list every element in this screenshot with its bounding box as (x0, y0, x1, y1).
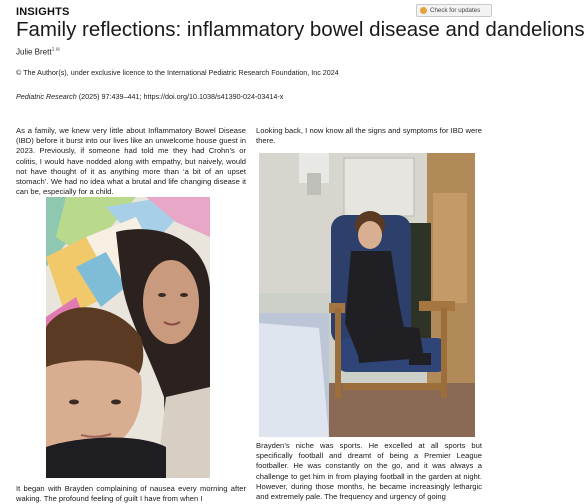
hospital-chair-photo (259, 153, 475, 437)
check-for-updates-button[interactable] (416, 4, 492, 17)
section-label: INSIGHTS (16, 6, 70, 18)
author-line (16, 47, 60, 57)
author-name: Julie Brett (16, 47, 52, 57)
body-paragraph-2: Looking back, I now know all the signs and symptoms for IBD were there. (256, 126, 482, 146)
crossmark-icon (420, 7, 427, 14)
body-paragraph-3: It began with Brayden complaining of nausea every morning after waking. The profound feeling of guilt I have from when I (16, 484, 246, 504)
article-title: Family reflections: inflammatory bowel disease and dandelions (16, 18, 585, 41)
citation-details[interactable]: (2025) 97:439–441; https://doi.org/10.1038/s41390-024-03414-x (76, 92, 284, 101)
journal-name: Pediatric Research (16, 92, 77, 101)
author-affiliation-marks[interactable]: 1 ✉ (51, 47, 60, 53)
citation-line (16, 92, 283, 101)
body-paragraph-1: As a family, we knew very little about Inflammatory Bowel Disease (IBD) before it burst into our lives like an unwelcome house guest in 2023. Previously, if someone had told me they had Crohn’s or colitis, I would have nodded along with empathy, but naively, would not have thought of it as anything more than ‘a bit of an upset stomach’. We had no idea what a brutal and life changing disease it can be, especially for a child. (16, 126, 246, 197)
check-for-updates-label: Check for updates (430, 7, 481, 14)
copyright-notice: © The Author(s), under exclusive licence to the International Pediatric Research Foundation, Inc 2024 (16, 68, 339, 77)
family-selfie-photo (46, 197, 210, 478)
body-paragraph-4: Brayden’s niche was sports. He excelled at all sports but specifically football and dreamt of being a Premier League footballer. He was constantly on the go, and it was always a challenge to get him in from playing football in the garden at night. However, during those months, he became increasingly lethargic and extremely pale. The frequency and urgency of going (256, 441, 482, 502)
